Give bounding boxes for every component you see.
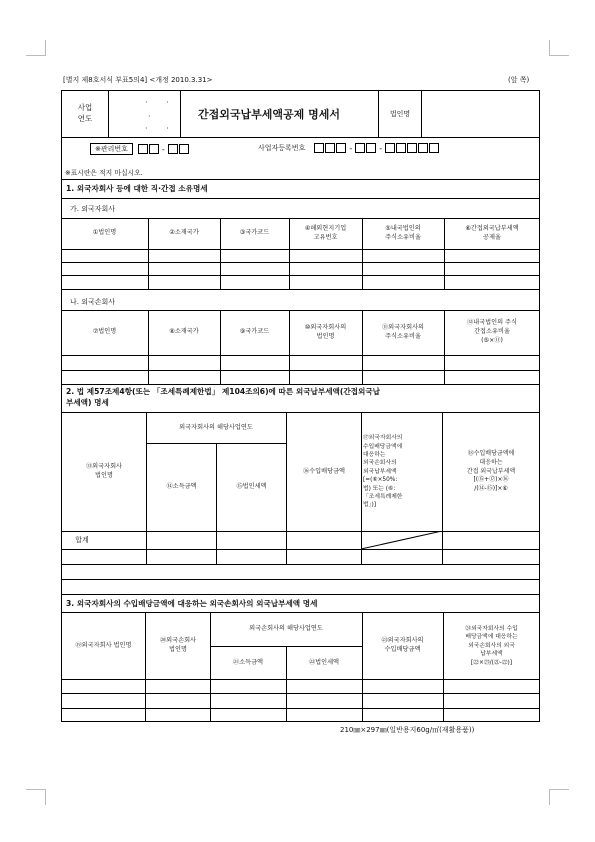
total-diagonal	[361, 531, 442, 549]
crop-mark	[45, 40, 46, 56]
s2-col-dividend: ⑯수입배당금액	[302, 467, 346, 475]
mgmt-no-label: ※관리번호	[90, 143, 133, 155]
s1b-header-5: ⑪외국자회사의 주식소유비율	[381, 323, 425, 340]
rule	[61, 137, 540, 138]
crop-mark	[45, 789, 46, 805]
section1-title: 1. 외국자회사 등에 대한 직·간접 소유명세	[66, 184, 208, 193]
dash: -	[349, 143, 353, 153]
s1b-header-6: ⑫내국법인의 주식 간접소유비율 (⑤×⑪)	[467, 319, 517, 344]
corp-name-label: 법인명	[389, 109, 411, 118]
rule	[61, 693, 540, 694]
rule	[148, 218, 149, 289]
rule	[61, 262, 540, 263]
biz-reg-box[interactable]	[429, 143, 439, 153]
mgmt-no-group	[90, 143, 189, 155]
rule	[289, 310, 290, 384]
s3-col-sub-corp: ⑲외국자회사 법인명	[75, 641, 132, 649]
note-text: ※표시란은 적지 마십시오.	[65, 169, 143, 177]
rule	[220, 310, 221, 384]
s1b-header-3: ⑨국가코드	[239, 328, 270, 335]
s1a-header-3: ③국가코드	[239, 229, 270, 236]
s1a-header-1: ①법인명	[92, 229, 117, 236]
crop-mark	[549, 40, 550, 56]
rule	[108, 90, 109, 137]
s2-total-label: 합계	[75, 535, 89, 544]
biz-reg-box[interactable]	[396, 143, 406, 153]
biz-reg-box[interactable]	[385, 143, 395, 153]
rule	[421, 90, 422, 137]
biz-reg-box[interactable]	[418, 143, 428, 153]
rule	[61, 579, 540, 580]
diagonal-line	[361, 531, 442, 549]
rule	[61, 531, 540, 532]
s2-col-tax: ⑮법인세액	[236, 483, 267, 490]
dash: -	[379, 143, 383, 153]
s1a-header-4: ④해외현지기업 고유번호	[304, 224, 347, 241]
mgmt-no-box[interactable]	[168, 144, 178, 154]
biz-reg-box[interactable]	[407, 143, 417, 153]
s3-col-tax: ㉒법인세액	[308, 658, 340, 666]
s2-col-group: 외국자회사의 해당사업연도	[179, 423, 253, 431]
biz-reg-no-label: 사업자등록번호	[258, 144, 306, 152]
s3-col-foreign-tax: ㉔외국자회사의 수입 배당금액에 대응하는 외국손회사의 외국 납부세액 [㉒×㉓/(㉑-㉒)]	[465, 626, 518, 666]
rule	[362, 218, 363, 289]
form-title: 간접외국납부세액공제 명세서	[198, 108, 340, 121]
biz-reg-box[interactable]	[314, 143, 324, 153]
crop-mark	[26, 789, 46, 790]
s3-col-grand-corp: ⑳외국손회사 법인명	[159, 637, 197, 653]
s1a-header-2: ②소재국가	[169, 229, 199, 236]
crop-mark	[549, 789, 550, 805]
biz-reg-group	[258, 143, 439, 153]
rule	[220, 218, 221, 289]
s3-col-dividend: ㉓외국자회사의 수입배당금액	[381, 637, 424, 653]
section1-sub-a: 가. 외국자회사	[70, 205, 116, 213]
s3-col-income: ㉑소득금액	[232, 658, 264, 666]
dash: -	[161, 144, 165, 154]
rule	[61, 198, 540, 199]
section2-title: 2. 법 제57조제4항(또는 「조세특례제한법」 제104조의6)에 따른 외국납부세액(간접외국납 부세액) 명세	[66, 387, 381, 407]
section1-sub-b: 나. 외국손회사	[70, 298, 116, 306]
rule	[61, 564, 540, 565]
s1b-header-2: ⑧소재국가	[169, 328, 199, 335]
rule	[61, 708, 540, 709]
form-reference: [별지 제8호서식 부표5의4] <개정 2010.3.31>	[63, 76, 213, 84]
rule	[61, 679, 540, 680]
rule	[444, 218, 445, 289]
business-year-label: 사업 연도	[77, 103, 93, 123]
rule	[61, 355, 540, 356]
s2-col-indirect: ⑱수입배당금액에 대응하는 간접 외국납부세액 [(⑮+⑰)×⑯ /(⑭-⑮)]×⑥	[466, 450, 516, 493]
s3-col-group: 외국손회사의 해당사업연도	[249, 625, 323, 632]
s2-col-foreign-tax: ⑰외국자회사의 수입배당금액에 대응하는 외국손회사의 외국납부세액 [=(⑥×50%: 법) 또는 (⑥: 「조세특례제한 법」)]	[363, 435, 403, 509]
crop-mark	[549, 789, 569, 790]
rule	[61, 179, 540, 180]
business-year-input[interactable]: · ·	[145, 124, 177, 133]
crop-mark	[26, 55, 46, 56]
s1a-header-6: ⑥간접외국납부세액 공제율	[465, 224, 519, 241]
rule	[289, 218, 290, 289]
rule	[61, 249, 540, 250]
rule	[61, 549, 540, 550]
section3-title: 3. 외국자회사의 수입배당금액에 대응하는 외국손회사의 외국납부세액 명세	[66, 599, 318, 608]
rule	[61, 275, 540, 276]
rule	[444, 310, 445, 384]
business-year-input[interactable]: ·	[148, 112, 159, 121]
rule	[61, 384, 540, 385]
paper-spec: 210㎜×297㎜(일반용지60g/㎡(재활용품))	[340, 726, 475, 734]
rule	[61, 289, 540, 290]
rule	[61, 594, 540, 595]
page-side: (앞 쪽)	[508, 76, 530, 84]
s1b-header-4: ⑩외국자회사의 법인명	[304, 323, 347, 340]
mgmt-no-box[interactable]	[138, 144, 148, 154]
s2-col-corp: ⑬외국자회사 법인명	[85, 463, 123, 479]
biz-reg-box[interactable]	[336, 143, 346, 153]
s1b-header-1: ⑦법인명	[92, 328, 117, 335]
rule	[61, 370, 540, 371]
mgmt-no-box[interactable]	[179, 144, 189, 154]
rule	[362, 310, 363, 384]
s2-col-income: ⑭소득금액	[166, 483, 197, 490]
s1a-header-5: ⑤내국법인의 주식소유비율	[385, 224, 421, 241]
rule	[148, 310, 149, 384]
biz-reg-box[interactable]	[325, 143, 335, 153]
crop-mark	[549, 55, 569, 56]
rule	[180, 90, 181, 137]
biz-reg-box[interactable]	[355, 143, 365, 153]
biz-reg-box[interactable]	[366, 143, 376, 153]
business-year-input[interactable]: · ·	[145, 98, 177, 107]
mgmt-no-box[interactable]	[149, 144, 159, 154]
